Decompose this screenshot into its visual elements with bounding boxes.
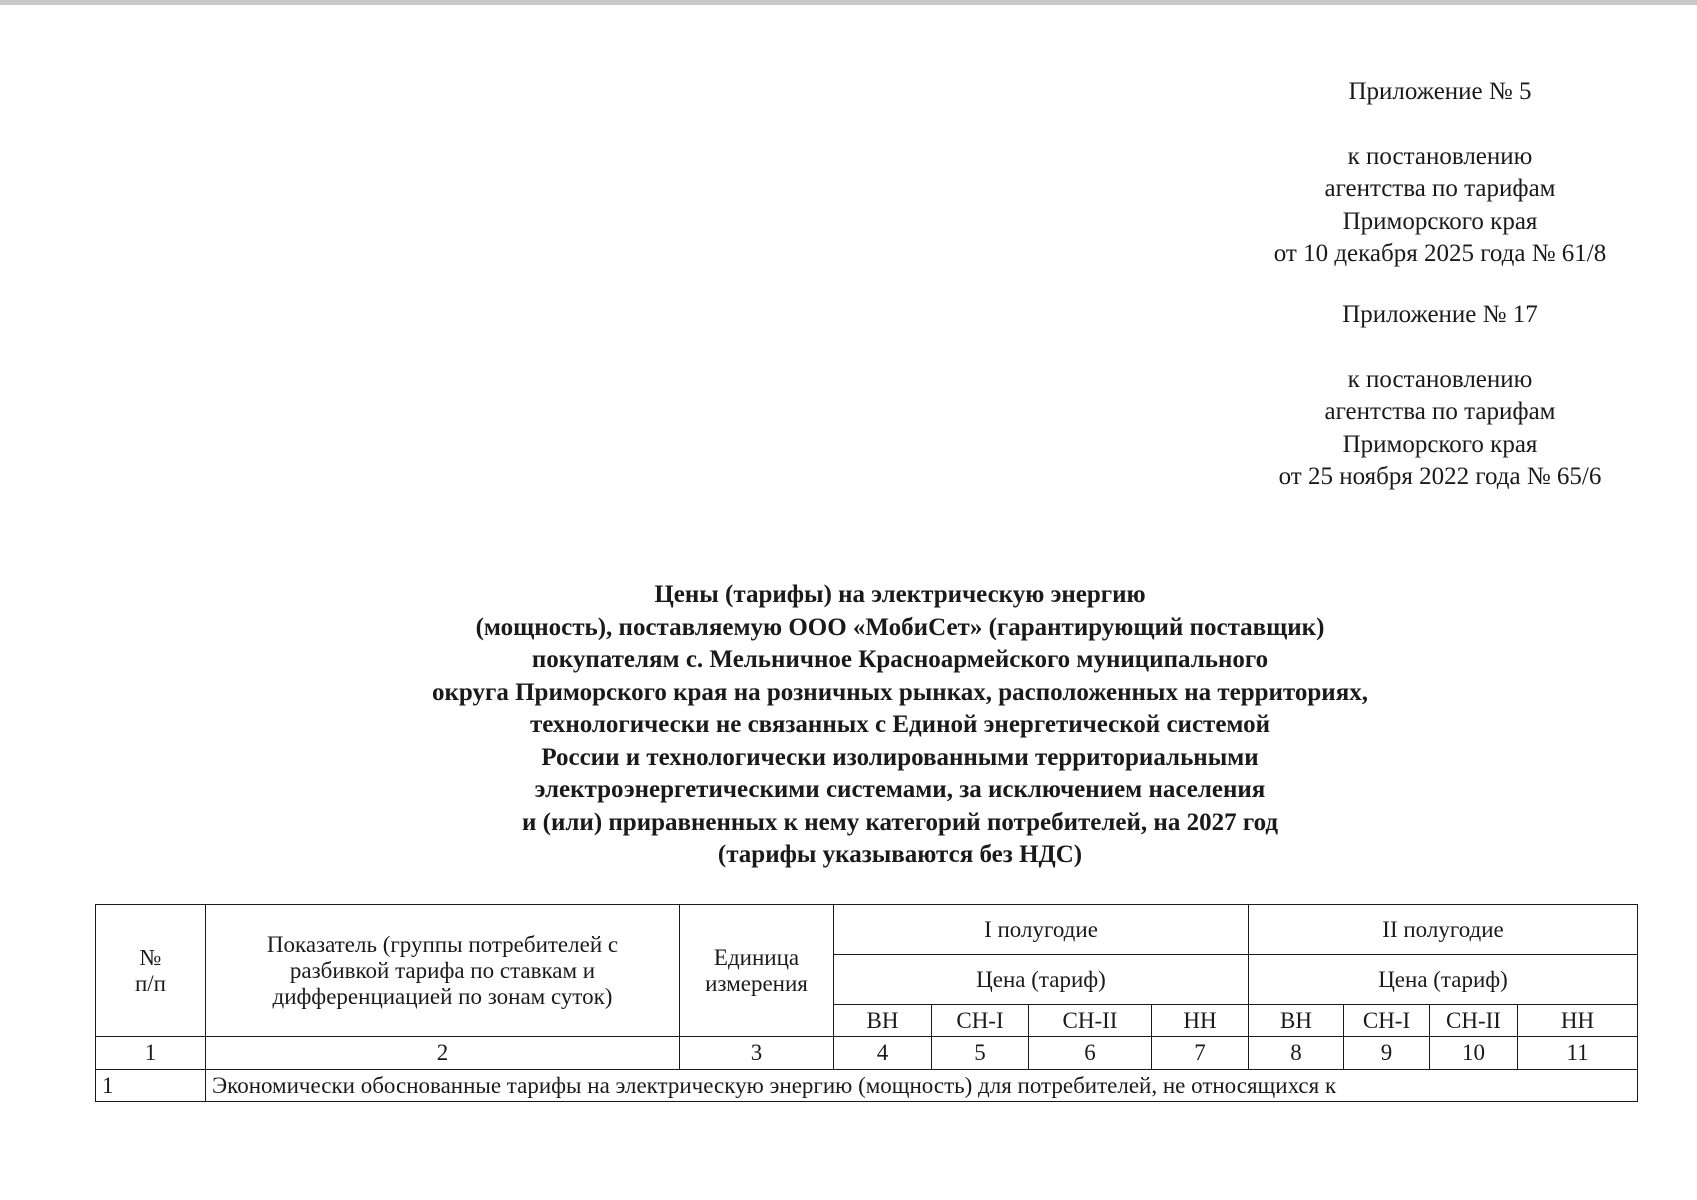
column-number: 2: [206, 1037, 680, 1070]
header-voltage: СН-II: [1430, 1005, 1518, 1037]
header-voltage: НН: [1518, 1005, 1638, 1037]
column-number: 8: [1249, 1037, 1344, 1070]
title-line: технологически не связанных с Единой энергетической системой: [529, 711, 1271, 738]
appendix-5-line1: к постановлению: [1347, 142, 1533, 170]
header-voltage: СН-I: [1344, 1005, 1430, 1037]
appendix-17-line4: от 25 ноября 2022 года № 65/6: [1278, 463, 1602, 490]
appendix-17-block: [1240, 299, 1640, 494]
appendix-5-line2: агентства по тарифам: [1324, 175, 1556, 202]
header-voltage: СН-I: [932, 1005, 1029, 1037]
header-number-label: № п/п: [134, 944, 166, 996]
header-indicator-label: Показатель (группы потребителей с разбивкой тарифа по ставкам и дифференциацией по зонам суток): [266, 931, 619, 1009]
column-number: 6: [1029, 1037, 1152, 1070]
header-half-1: I полугодие: [834, 905, 1249, 955]
header-price-2: Цена (тариф): [1249, 955, 1638, 1005]
column-number: 5: [932, 1037, 1029, 1070]
header-voltage: СН-II: [1029, 1005, 1152, 1037]
header-unit-label: Единица измерения: [705, 944, 808, 996]
column-number: 3: [680, 1037, 834, 1070]
column-number: 7: [1152, 1037, 1249, 1070]
column-number: 10: [1430, 1037, 1518, 1070]
title-line: России и технологически изолированными территориальными: [541, 743, 1259, 771]
tariff-table: [95, 904, 1638, 1102]
appendix-5-line4: от 10 декабря 2025 года № 61/8: [1273, 240, 1607, 267]
header-number: [96, 905, 206, 1037]
header-unit: [680, 905, 834, 1037]
title-line: Цены (тарифы) на электрическую энергию: [654, 581, 1146, 608]
appendix-17-line2: агентства по тарифам: [1324, 398, 1556, 425]
header-price-1: Цена (тариф): [834, 955, 1249, 1005]
appendix-17-line1: к постановлению: [1347, 365, 1533, 393]
title-line: (тарифы указываются без НДС): [717, 841, 1083, 868]
header-voltage: НН: [1152, 1005, 1249, 1037]
title-line: (мощность), поставляемую ООО «МобиСет» (гарантирующий поставщик): [475, 613, 1325, 641]
table-row: [96, 1070, 1638, 1102]
appendix-5-title: Приложение № 5: [1348, 78, 1532, 105]
header-half-2: II полугодие: [1249, 905, 1638, 955]
title-line: покупателям с. Мельничное Красноармейского муниципального: [531, 646, 1269, 673]
title-line: округа Приморского края на розничных рынках, расположенных на территориях,: [432, 678, 1368, 706]
title-line: электроэнергетическими системами, за исключением населения: [534, 776, 1266, 803]
column-number-row: [96, 1037, 1638, 1070]
header-voltage: ВН: [834, 1005, 932, 1037]
header-voltage: ВН: [1249, 1005, 1344, 1037]
column-number: 9: [1344, 1037, 1430, 1070]
column-number: 11: [1518, 1037, 1638, 1070]
appendix-5-block: [1240, 76, 1640, 271]
page-top-edge: [0, 0, 1697, 5]
appendix-5-line3: Приморского края: [1342, 207, 1538, 235]
header-indicator: [206, 905, 680, 1037]
document-title: [200, 579, 1600, 872]
row-section-text: Экономически обоснованные тарифы на электрическую энергию (мощность) для потребителей, не относящихся к: [206, 1070, 1638, 1102]
title-line: и (или) приравненных к нему категорий потребителей, на 2027 год: [522, 808, 1278, 836]
appendix-17-title: Приложение № 17: [1342, 301, 1538, 328]
column-number: 4: [834, 1037, 932, 1070]
appendix-17-line3: Приморского края: [1342, 430, 1538, 458]
row-number: 1: [96, 1070, 206, 1102]
column-number: 1: [96, 1037, 206, 1070]
